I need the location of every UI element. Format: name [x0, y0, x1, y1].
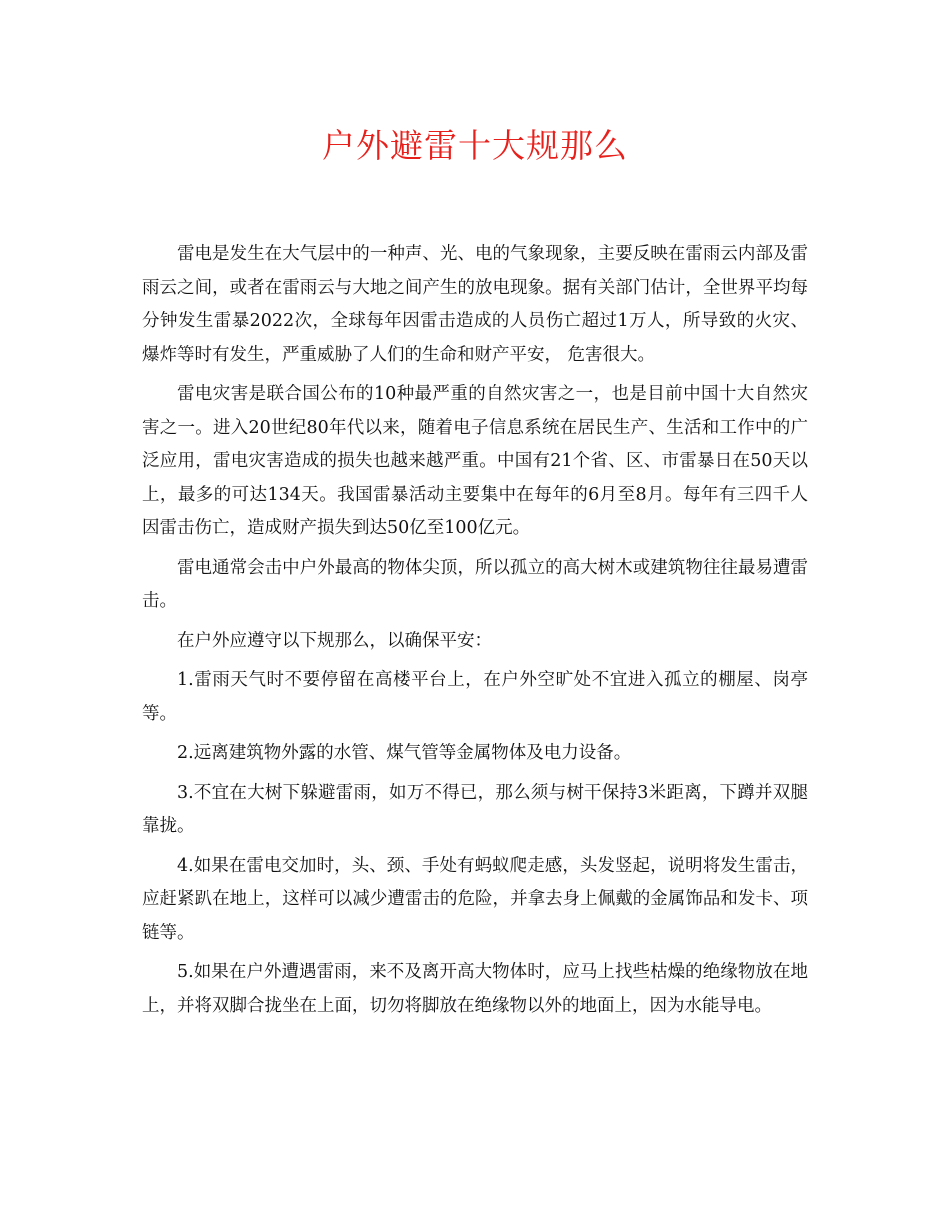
page-title: 户外避雷十大规那么 — [322, 126, 628, 165]
paragraph-intro: 雷电是发生在大气层中的一种声、光、电的气象现象，主要反映在雷雨云内部及雷雨云之间，或者在雷雨云与大地之间产生的放电现象。据有关部门估计，全世界平均每分钟发生雷暴2022次，全球每年因雷击造成的人员伤亡超过1万人，所导致的火灾、爆炸等时有发生，严重威胁了人们的生命和财产平安， 危害很大。 — [142, 244, 808, 365]
document-body — [142, 238, 808, 1029]
paragraph-rules-intro: 在户外应遵守以下规那么，以确保平安： — [177, 630, 492, 651]
rule-item-1: 1.雷雨天气时不要停留在高楼平台上，在户外空旷处不宜进入孤立的棚屋、岗亭等。 — [142, 670, 808, 724]
rule-item-5: 5.如果在户外遭遇雷雨，来不及离开高大物体时，应马上找些枯燥的绝缘物放在地上，并将双脚合拢坐在上面，切勿将脚放在绝缘物以外的地面上，因为水能导电。 — [142, 962, 808, 1016]
paragraph-disaster: 雷电灾害是联合国公布的10种最严重的自然灾害之一，也是目前中国十大自然灾害之一。进入20世纪80年代以来，随着电子信息系统在居民生产、生活和工作中的广泛应用，雷电灾害造成的损失也越来越严重。中国有21个省、区、市雷暴日在50天以上，最多的可达134天。我国雷暴活动主要集中在每年的6月至8月。每年有三四千人因雷击伤亡，造成财产损失到达50亿至100亿元。 — [142, 384, 808, 538]
rule-item-3: 3.不宜在大树下躲避雷雨，如万不得已，那么须与树干保持3米距离，下蹲并双腿靠拢。 — [142, 782, 808, 836]
paragraph-strike-target: 雷电通常会击中户外最高的物体尖顶，所以孤立的高大树木或建筑物往往最易遭雷击。 — [142, 557, 808, 611]
rule-item-4: 4.如果在雷电交加时，头、颈、手处有蚂蚁爬走感，头发竖起，说明将发生雷击，应赶紧趴在地上，这样可以减少遭雷击的危险，并拿去身上佩戴的金属饰品和发卡、项链等。 — [142, 855, 808, 943]
rule-item-2: 2.远离建筑物外露的水管、煤气管等金属物体及电力设备。 — [177, 743, 632, 763]
